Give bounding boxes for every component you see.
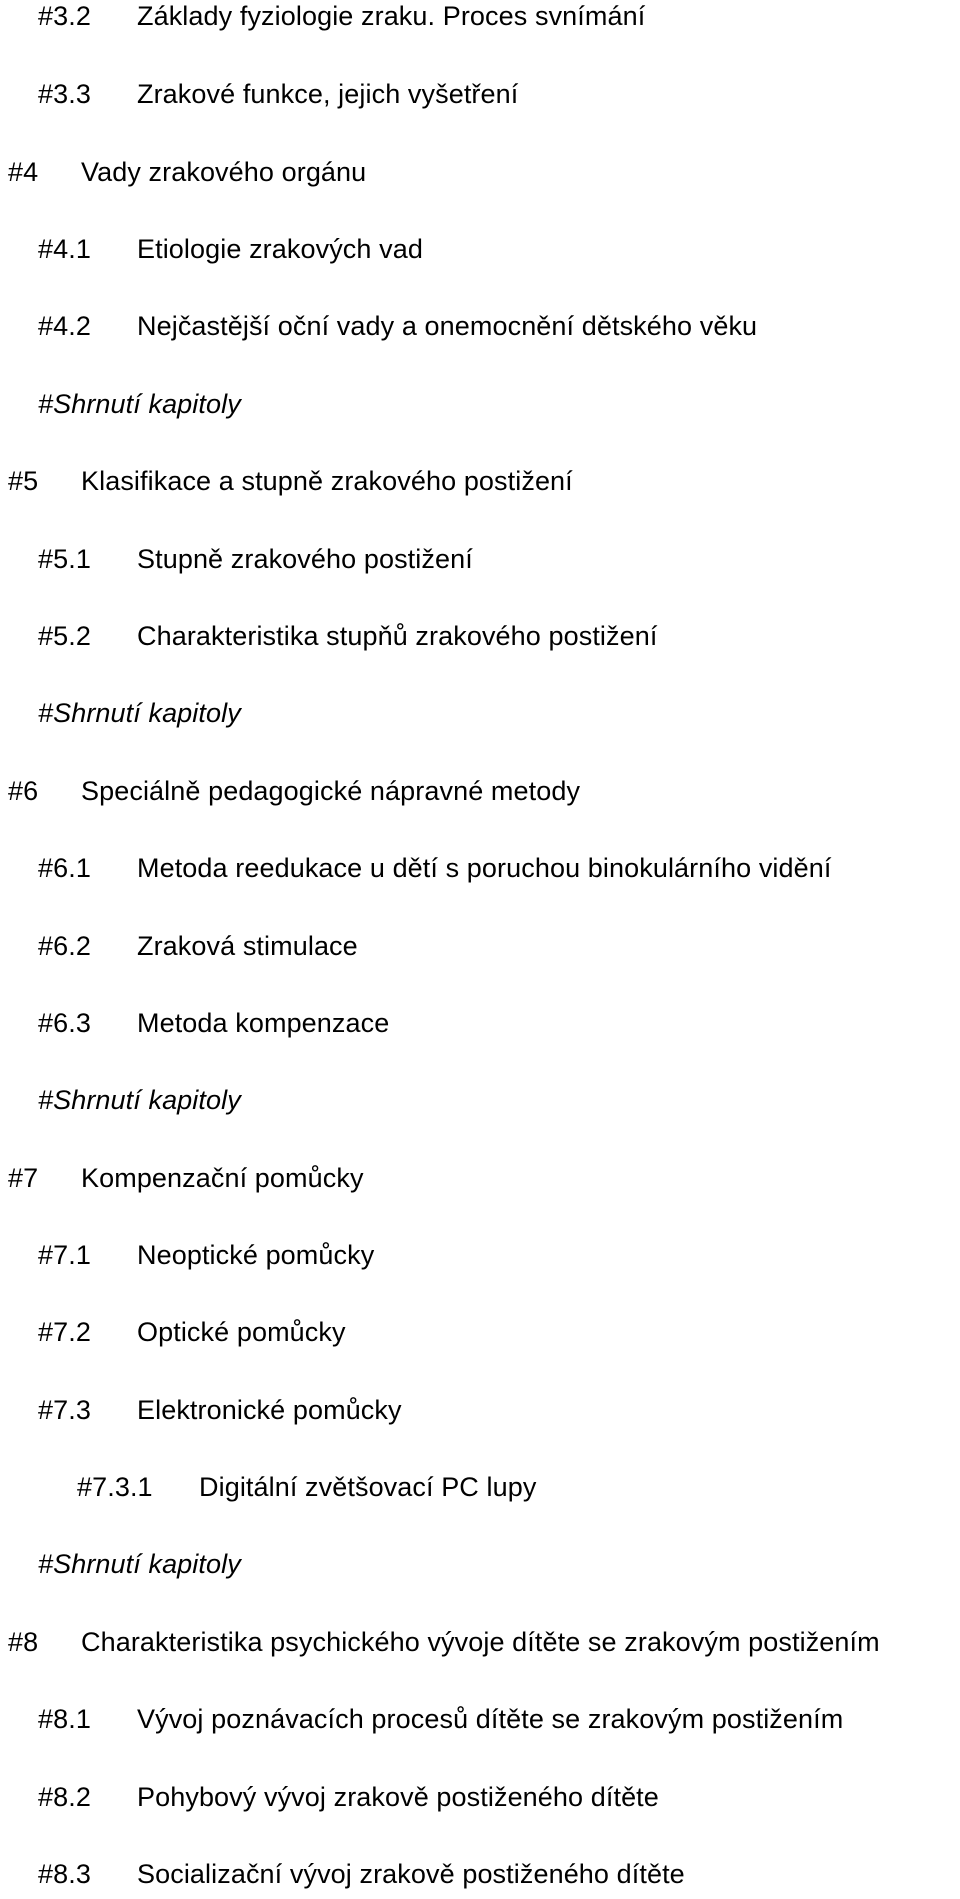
toc-entry-number: #6.1 [38, 852, 91, 883]
toc-chapter-title: Charakteristika psychického vývoje dítěte se zrakovým postižením [81, 1626, 880, 1657]
toc-summary-title: #Shrnutí kapitoly [38, 697, 241, 728]
toc-entry[interactable] [38, 229, 423, 269]
toc-entry[interactable] [38, 1699, 843, 1739]
toc-entry-number: #8.1 [38, 1703, 91, 1734]
toc-chapter[interactable] [8, 771, 580, 811]
toc-entry-title: Metoda kompenzace [137, 1007, 390, 1038]
toc-entry[interactable] [38, 0, 645, 36]
toc-subentry-title: Digitální zvětšovací PC lupy [199, 1471, 537, 1502]
toc-entry[interactable] [38, 306, 757, 346]
toc-entry-title: Etiologie zrakových vad [137, 233, 423, 264]
toc-entry[interactable] [38, 848, 831, 888]
toc-chapter[interactable] [8, 1158, 364, 1198]
toc-entry-title: Metoda reedukace u dětí s poruchou binokulárního vidění [137, 852, 832, 883]
toc-chapter-title: Kompenzační pomůcky [81, 1162, 364, 1193]
toc-entry-title: Základy fyziologie zraku. Proces svnímání [137, 0, 646, 31]
toc-entry-number: #6.2 [38, 930, 91, 961]
toc-chapter[interactable] [8, 461, 573, 501]
toc-entry-number: #8.2 [38, 1781, 91, 1812]
toc-entry[interactable] [38, 1777, 659, 1817]
toc-entry-title: Elektronické pomůcky [137, 1394, 402, 1425]
toc-entry-number: #7.3 [38, 1394, 91, 1425]
toc-entry-number: #4.2 [38, 310, 91, 341]
toc-entry[interactable] [38, 1312, 346, 1352]
toc-entry[interactable] [38, 1390, 402, 1430]
toc-chapter-summary[interactable] [38, 693, 241, 733]
toc-chapter-title: Vady zrakového orgánu [81, 156, 367, 187]
toc-chapter-number: #5 [8, 465, 39, 496]
toc-chapter-summary[interactable] [38, 384, 241, 424]
toc-summary-title: #Shrnutí kapitoly [38, 1548, 241, 1579]
toc-entry-number: #3.2 [38, 0, 91, 31]
toc-entry-number: #7.2 [38, 1316, 91, 1347]
toc-summary-title: #Shrnutí kapitoly [38, 388, 241, 419]
toc-entry-title: Zrakové funkce, jejich vyšetření [137, 78, 519, 109]
toc-entry[interactable] [38, 74, 518, 114]
toc-entry-title: Charakteristika stupňů zrakového postižení [137, 620, 658, 651]
toc-entry-title: Pohybový vývoj zrakově postiženého dítěte [137, 1781, 659, 1812]
toc-entry[interactable] [38, 1235, 374, 1275]
toc-chapter-title: Speciálně pedagogické nápravné metody [81, 775, 581, 806]
toc-entry-title: Neoptické pomůcky [137, 1239, 375, 1270]
toc-entry[interactable] [38, 539, 473, 579]
toc-entry[interactable] [38, 1003, 389, 1043]
toc-chapter-number: #8 [8, 1626, 39, 1657]
toc-entry-title: Optické pomůcky [137, 1316, 346, 1347]
toc-subentry[interactable] [77, 1467, 536, 1507]
toc-chapter-title: Klasifikace a stupně zrakového postižení [81, 465, 573, 496]
toc-entry[interactable] [38, 926, 358, 966]
toc-entry-number: #5.2 [38, 620, 91, 651]
toc-entry-title: Nejčastější oční vady a onemocnění dětského věku [137, 310, 758, 341]
toc-chapter[interactable] [8, 1622, 880, 1662]
toc-entry[interactable] [38, 1854, 685, 1894]
toc-entry[interactable] [38, 616, 657, 656]
toc-chapter-summary[interactable] [38, 1080, 241, 1120]
toc-subentry-number: #7.3.1 [77, 1471, 153, 1502]
toc-entry-number: #6.3 [38, 1007, 91, 1038]
toc-entry-title: Vývoj poznávacích procesů dítěte se zrakovým postižením [137, 1703, 844, 1734]
toc-entry-title: Zraková stimulace [137, 930, 358, 961]
toc-entry-title: Stupně zrakového postižení [137, 543, 473, 574]
toc-entry-number: #3.3 [38, 78, 91, 109]
toc-chapter-number: #6 [8, 775, 39, 806]
toc-entry-number: #4.1 [38, 233, 91, 264]
toc-chapter-summary[interactable] [38, 1544, 241, 1584]
toc-entry-number: #5.1 [38, 543, 91, 574]
toc-chapter[interactable] [8, 152, 366, 192]
toc-chapter-number: #7 [8, 1162, 39, 1193]
toc-entry-number: #7.1 [38, 1239, 91, 1270]
toc-chapter-number: #4 [8, 156, 39, 187]
toc-summary-title: #Shrnutí kapitoly [38, 1084, 241, 1115]
toc-entry-title: Socializační vývoj zrakově postiženého dítěte [137, 1858, 685, 1889]
toc-entry-number: #8.3 [38, 1858, 91, 1889]
